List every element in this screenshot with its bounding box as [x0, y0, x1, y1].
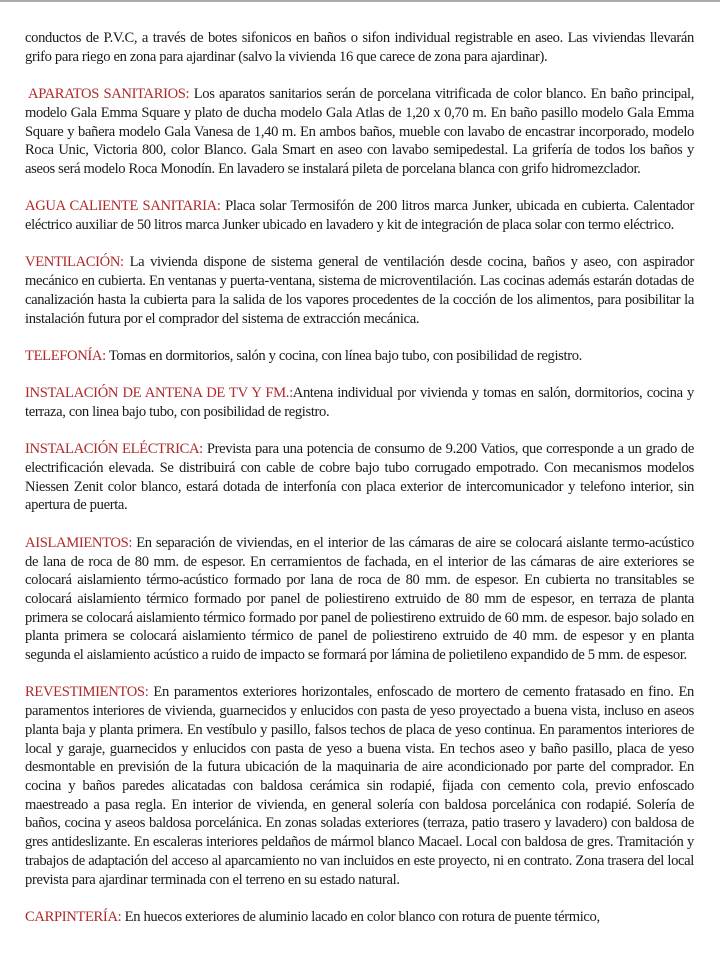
- section-body: La vivienda dispone de sistema general de ventilación desde cocina, baños y aseo, con aspirador mecánico en cubierta. En ventanas y puerta-ventana, sistema de microventilación. Las cocinas además estarán dotadas de canalización hasta la cubierta para la salida de los vapores procedentes de la cocción de los alimentos, para posibilitar la instalación futura por el comprador del sistema de extracción mecánica.: [25, 254, 694, 327]
- section-body: Prevista para una potencia de consumo de 9.200 Vatios, que corresponde a un grado de electrificación elevada. Se distribuirá con cable de cobre bajo tubo corrugado empotrado. Con mecanismos modelos Niessen Zenit color blanco, estará dotada de interfonía con placa exterior de intercomunicador y telefono interior, sin apertura de puerta.: [25, 441, 694, 514]
- section-antena-tv-fm: [25, 384, 694, 421]
- section-heading: REVESTIMIENTOS:: [25, 684, 149, 701]
- section-body: En separación de viviendas, en el interior de las cámaras de aire se colocará aislante termo-acústico de lana de roca de 80 mm. de espesor. En cerramientos de fachada, en el interior de las cámaras de aire exteriores se colocará aislamiento térmo-acústico formado por lana de roca de 80 mm. de espesor. En cubierta no transitables se colocará aislamiento térmico formado por panel de poliestireno extruido de 80 mm de espesor, en terraza de planta primera se colocará aislamiento térmico formado por panel de poliestireno extruido de 60 mm. de espesor. bajo solado en planta primera se colocará aislamiento térmico de panel de poliestireno extruido de 40 mm. de espesor y en planta segunda el aislamiento acústico a ruido de impacto se formará por lámina de polietileno expandido de 5 mm. de espesor.: [25, 534, 694, 664]
- paragraph-body: conductos de P.V.C, a través de botes sifonicos en baños o sifon individual registrable en aseo. Las viviendas llevarán grifo para riego en zona para ajardinar (salvo la vivienda 16 que carece de zona para ajardinar).: [25, 30, 694, 65]
- section-heading: APARATOS SANITARIOS:: [28, 86, 190, 103]
- section-instalacion-electrica: [25, 440, 694, 515]
- section-body: Antena individual por vivienda y tomas en salón, dormitorios, cocina y terraza, con linea bajo tubo, con posibilidad de registro.: [25, 385, 695, 420]
- section-heading: VENTILACIÓN:: [25, 254, 124, 271]
- paragraph-desagues-continuation: [25, 29, 694, 66]
- section-carpinteria: [25, 908, 694, 927]
- section-ventilacion: [25, 253, 694, 328]
- document-page: [25, 29, 694, 945]
- section-body: Placa solar Termosifón de 200 litros marca Junker, ubicada en cubierta. Calentador eléctrico auxiliar de 50 litros marca Junker ubicado en lavadero y kit de integración de placa solar con termo eléctrico.: [25, 198, 694, 233]
- section-heading: AGUA CALIENTE SANITARIA:: [25, 198, 221, 215]
- top-border-line: [0, 0, 720, 2]
- section-aislamientos: [25, 534, 694, 665]
- section-body: Los aparatos sanitarios serán de porcelana vitrificada de color blanco. En baño principal, modelo Gala Emma Square y plato de ducha modelo Gala Atlas de 1,20 x 0,70 m. En baño pasillo modelo Gala Emma Square y bañera modelo Gala Vanesa de 1,40 m. En ambos baños, mueble con lavabo de encastrar incorporado, modelo Roca Unic, Victoria 800, color Blanco. Gala Smart en aseo con lavabo semipedestal. La grifería de todos los baños y aseos será modelo Roca Monodín. En lavadero se instalará pileta de porcelana blanca con grifo hidromezclador.: [25, 86, 694, 177]
- section-agua-caliente-sanitaria: [25, 197, 694, 234]
- section-heading: CARPINTERÍA:: [25, 908, 122, 925]
- section-heading: INSTALACIÓN ELÉCTRICA:: [25, 441, 203, 458]
- section-body: Tomas en dormitorios, salón y cocina, con línea bajo tubo, con posibilidad de registro.: [105, 347, 582, 364]
- section-heading: AISLAMIENTOS:: [25, 534, 133, 551]
- section-telefonia: [25, 347, 694, 366]
- section-aparatos-sanitarios: [25, 85, 694, 179]
- section-heading: INSTALACIÓN DE ANTENA DE TV Y FM.:: [25, 385, 293, 402]
- section-heading: TELEFONÍA:: [25, 347, 106, 364]
- section-revestimientos: [25, 683, 694, 889]
- section-body: En huecos exteriores de aluminio lacado en color blanco con rotura de puente térmico,: [121, 908, 600, 925]
- section-body: En paramentos exteriores horizontales, enfoscado de mortero de cemento fratasado en fino. En paramentos interiores de vivienda, guarnecidos y enlucidos con pasta de yeso proyectado a buena vista, incluso en aseos planta baja y planta primera. En vestíbulo y pasillo, falsos techos de placa de yeso continua. En paramentos interiores de local y garaje, guarnecidos y enlucidos con pasta de yeso a buena vista. En techos aseo y baño pasillo, placa de yeso desmontable en previsión de la futura ubicación de la maquinaria de aire acondicionado por parte del comprador. En cocina y baños paredes alicatadas con baldosa cerámica sin rodapié, fijada con cemento cola, previo enfoscado maestreado a pasa regla. En interior de vivienda, en general solería con baldosa porcelánica con rodapié. Solería de baños, cocina y aseos baldosa porcelánica. En zonas soladas exteriores (terraza, patio trasero y lavadero) con baldosa de gres antideslizante. En escaleras interiores peldaños de mármol blanco Macael. Local con baldosa de gres. Tramitación y trabajos de adaptación del acceso al aparcamiento no van incluidos en este proyecto, ni en contrato. Zona trasera del local prevista para ajardinar terminada con el terreno en su estado natural.: [25, 684, 694, 888]
